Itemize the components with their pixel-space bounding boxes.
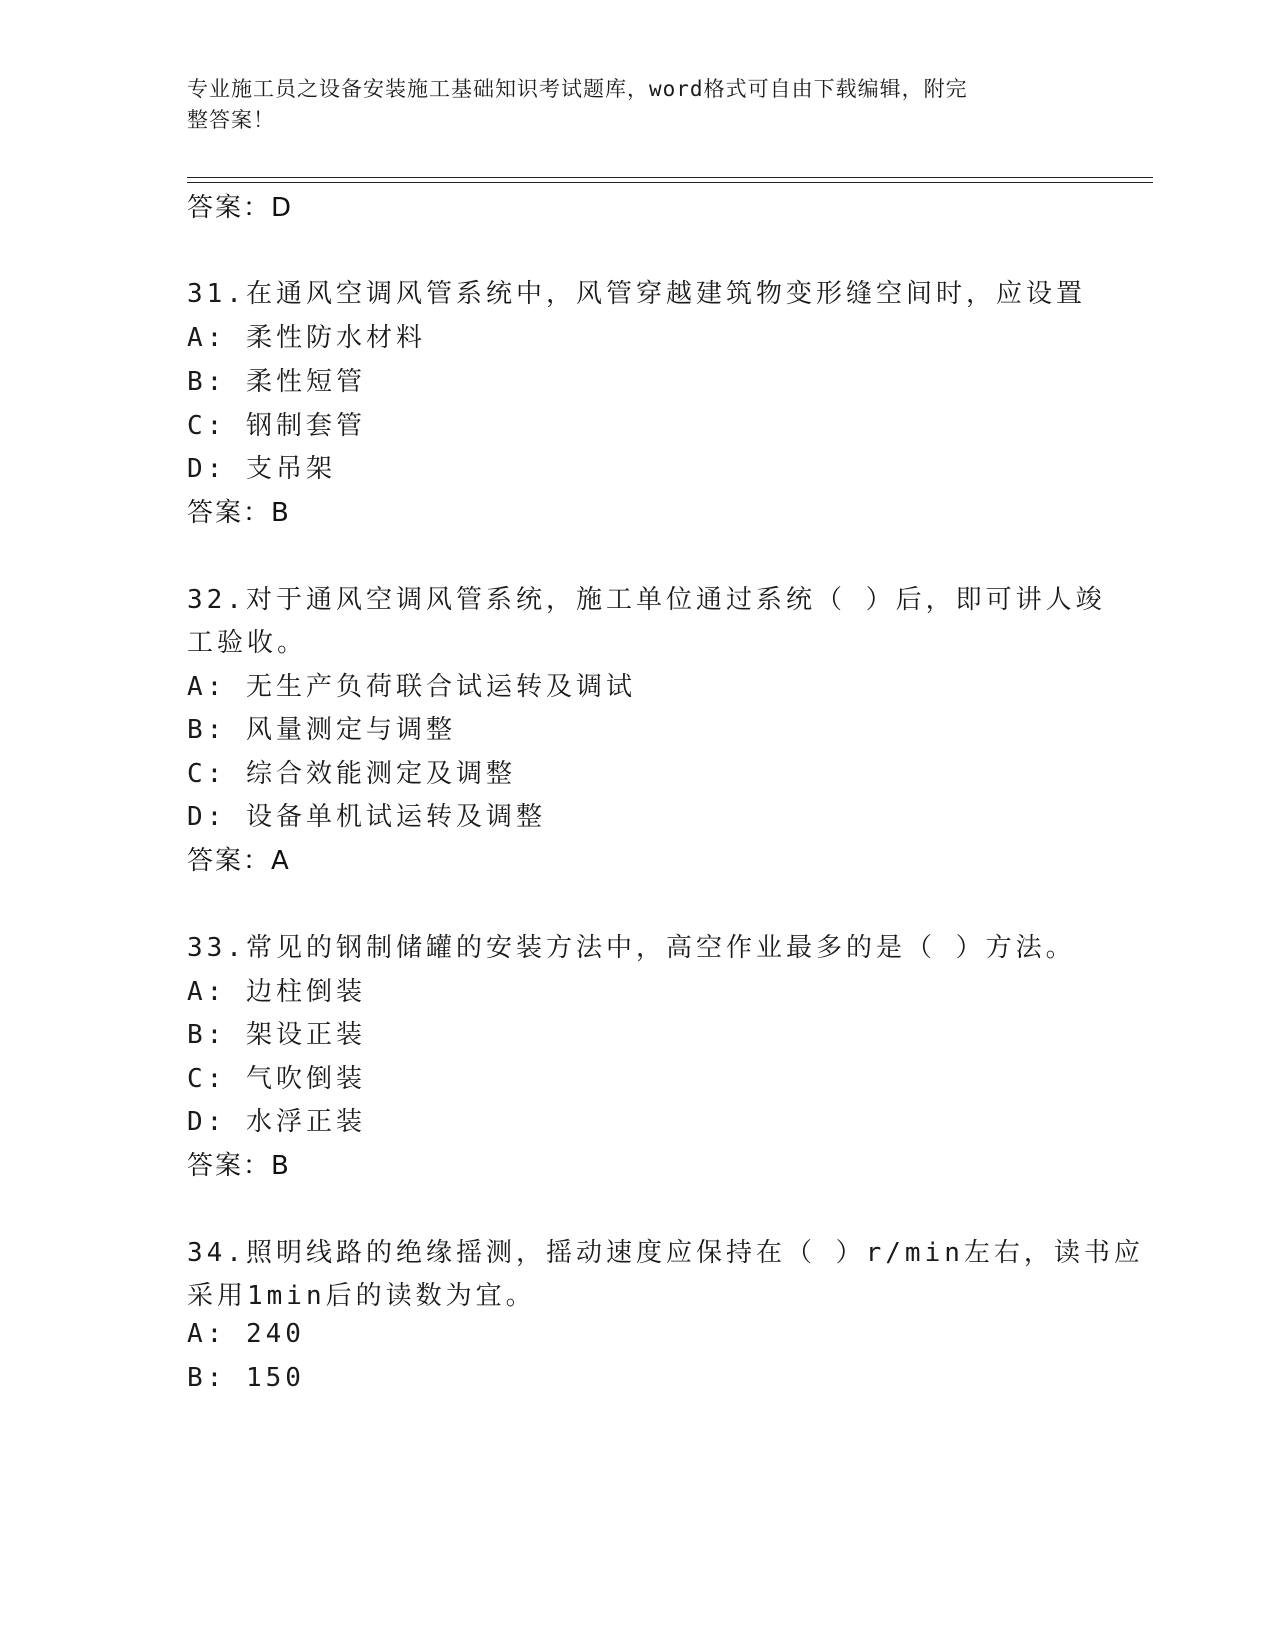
option-d: D: 支吊架 — [187, 454, 336, 484]
option-a: A: 240 — [187, 1319, 305, 1349]
question-stem-line-1: 32.对于通风空调风管系统，施工单位通过系统（ ）后，即可讲人竣 — [187, 585, 1106, 615]
option-c: C: 综合效能测定及调整 — [187, 759, 516, 789]
option-b: B: 风量测定与调整 — [187, 715, 456, 745]
answer-label: 答案：B — [187, 498, 291, 528]
answer-label: 答案：B — [187, 1151, 291, 1181]
option-a: A: 边柱倒装 — [187, 977, 366, 1007]
header-divider-top — [187, 177, 1153, 178]
header-line-1: 专业施工员之设备安装施工基础知识考试题库，word格式可自由下载编辑，附完 — [187, 77, 968, 101]
document-header — [187, 74, 1067, 136]
answer-label: 答案：A — [187, 846, 291, 876]
header-line-2: 整答案！ — [187, 108, 275, 132]
option-a: A: 柔性防水材料 — [187, 323, 426, 353]
header-divider-bottom — [187, 182, 1153, 183]
option-c: C: 钢制套管 — [187, 411, 366, 441]
option-d: D: 水浮正装 — [187, 1107, 366, 1137]
question-stem-line-2: 采用1min后的读数为宜。 — [187, 1281, 536, 1311]
answer-label: 答案：D — [187, 193, 294, 223]
option-d: D: 设备单机试运转及调整 — [187, 802, 546, 832]
option-b: B: 柔性短管 — [187, 367, 366, 397]
option-a: A: 无生产负荷联合试运转及调试 — [187, 672, 636, 702]
question-stem: 33.常见的钢制储罐的安装方法中，高空作业最多的是（ ）方法。 — [187, 933, 1076, 963]
option-c: C: 气吹倒装 — [187, 1064, 366, 1094]
question-stem-line-2: 工验收。 — [187, 628, 308, 658]
question-stem-line-1: 34.照明线路的绝缘摇测，摇动速度应保持在（ ）r/min左右，读书应 — [187, 1238, 1144, 1268]
option-b: B: 架设正装 — [187, 1020, 366, 1050]
option-b: B: 150 — [187, 1363, 305, 1393]
question-stem: 31.在通风空调风管系统中，风管穿越建筑物变形缝空间时，应设置 — [187, 279, 1086, 309]
